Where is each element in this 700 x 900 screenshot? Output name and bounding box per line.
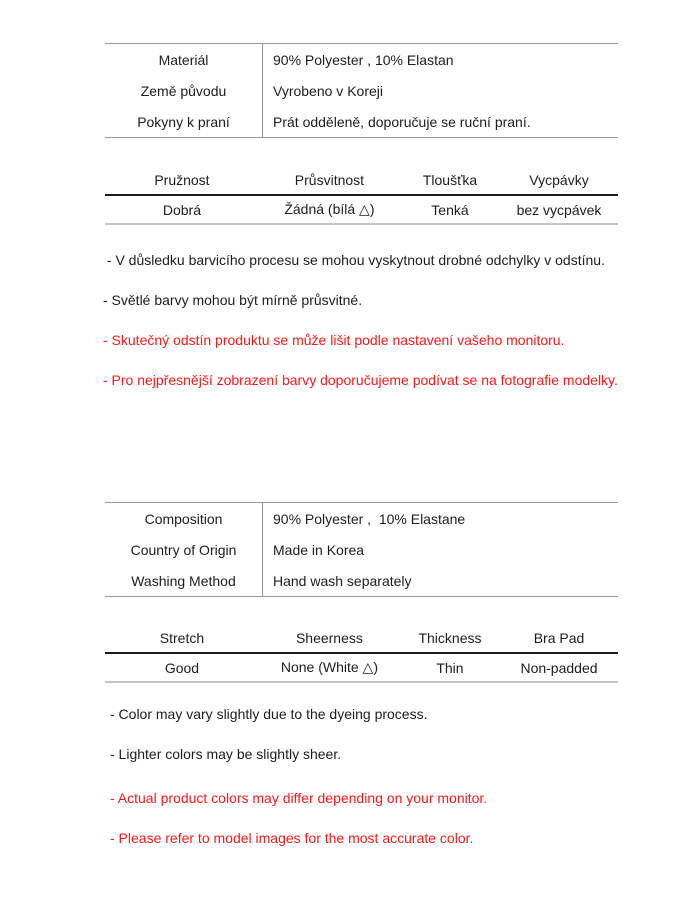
- spec-header-cell: Tloušťka: [400, 166, 500, 196]
- note-line: - V důsledku barvicího procesu se mohou vyskytnout drobné odchylky v odstínu.: [103, 252, 605, 268]
- spec-value-cell: Thin: [436, 659, 464, 676]
- czech-material-info-table: [105, 43, 618, 138]
- english-material-info-table: [105, 502, 618, 597]
- czech-spec-table: [105, 166, 618, 225]
- english-spec-table: [105, 624, 618, 683]
- spec-header-cell: Vycpávky: [500, 166, 618, 196]
- origin-value-cell: Vyrobeno v Koreji: [273, 82, 383, 99]
- note-line: - Pro nejpřesnější zobrazení barvy doporučujeme podívat se na fotografie modelky.: [103, 372, 618, 388]
- spec-header-row: [105, 624, 618, 654]
- origin-label-cell: Země původu: [105, 75, 263, 106]
- spec-header-cell: Sheerness: [259, 624, 400, 654]
- table-row: [105, 106, 618, 138]
- spec-value-row: [105, 654, 618, 681]
- spec-value-cell: bez vycpávek: [516, 201, 602, 218]
- note-line: - Actual product colors may differ depending on your monitor.: [110, 790, 488, 806]
- spec-value-cell: None (White △): [280, 659, 378, 675]
- washing-label-cell: Pokyny k praní: [105, 106, 263, 138]
- note-line: - Please refer to model images for the most accurate color.: [110, 830, 474, 846]
- spec-header-row: [105, 166, 618, 196]
- spec-header-cell: Pružnost: [105, 166, 259, 196]
- table-row: [105, 75, 618, 106]
- spec-value-cell: Dobrá: [162, 201, 202, 218]
- material-value-cell: 90% Polyester , 10% Elastan: [273, 51, 454, 68]
- note-line: - Color may vary slightly due to the dyeing process.: [110, 706, 428, 722]
- washing-value-cell: Hand wash separately: [273, 572, 412, 589]
- note-line: - Světlé barvy mohou být mírně průsvitné.: [103, 292, 363, 308]
- washing-value-cell: Prát odděleně, doporučuje se ruční praní.: [273, 113, 531, 130]
- origin-value-cell: Made in Korea: [273, 541, 365, 558]
- composition-value-cell: 90% Polyester , 10% Elastane: [273, 510, 466, 527]
- spec-value-cell: Žádná (bílá △): [284, 201, 375, 217]
- spec-value-cell: Non-padded: [520, 659, 598, 676]
- spec-value-cell: Tenká: [431, 201, 469, 218]
- note-line: - Skutečný odstín produktu se může lišit podle nastavení vašeho monitoru.: [103, 332, 565, 348]
- washing-label-cell: Washing Method: [105, 565, 263, 597]
- spec-value-row: [105, 196, 618, 223]
- composition-label-cell: Composition: [105, 503, 263, 535]
- origin-label-cell: Country of Origin: [105, 534, 263, 565]
- table-row: [105, 534, 618, 565]
- spec-header-cell: Průsvitnost: [259, 166, 400, 196]
- table-row: [105, 565, 618, 597]
- table-row: [105, 503, 618, 535]
- spec-value-cell: Good: [164, 659, 200, 676]
- table-row: [105, 44, 618, 76]
- spec-header-cell: Bra Pad: [500, 624, 618, 654]
- note-line: - Lighter colors may be slightly sheer.: [110, 746, 342, 762]
- material-label-cell: Materiál: [105, 44, 263, 76]
- spec-header-cell: Thickness: [400, 624, 500, 654]
- spec-header-cell: Stretch: [105, 624, 259, 654]
